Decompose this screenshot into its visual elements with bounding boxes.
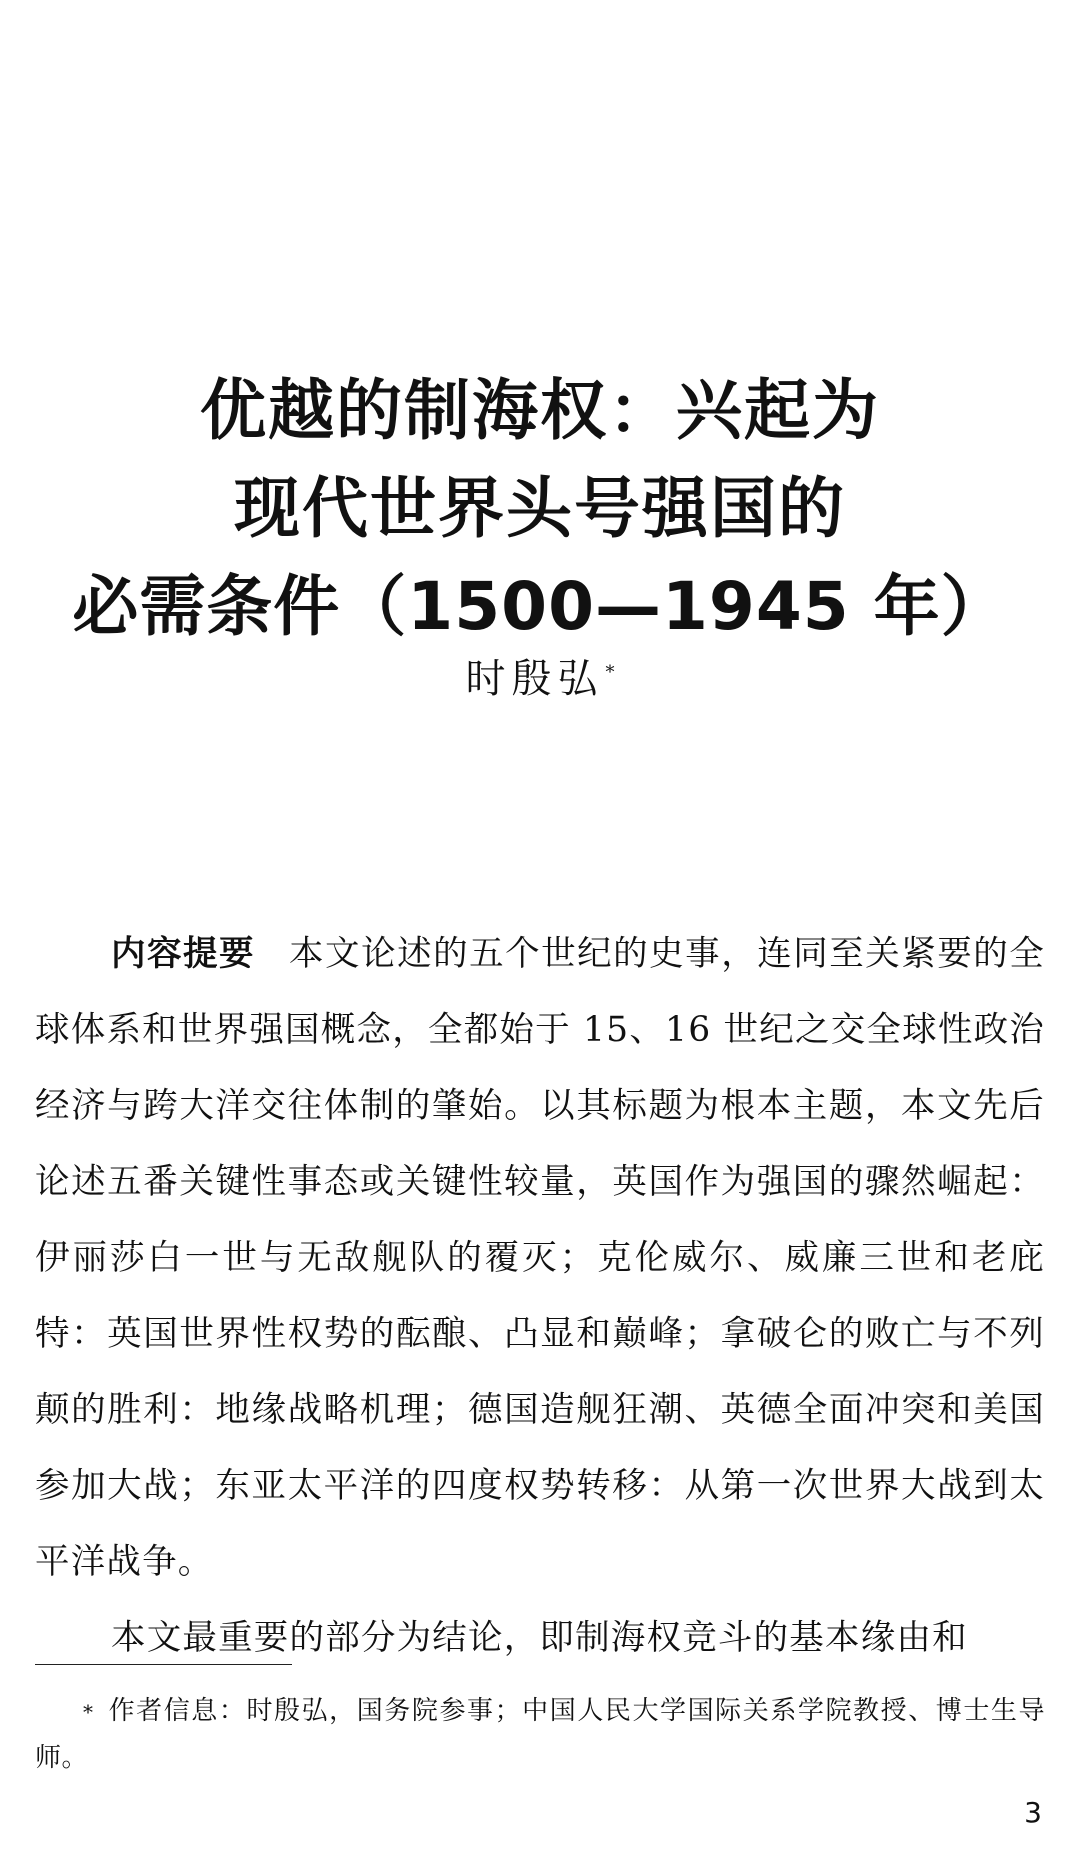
abstract-label: 内容提要 [111, 934, 256, 974]
article-title [0, 362, 1080, 656]
page-number: 3 [1024, 1796, 1042, 1829]
abstract-section [35, 916, 1045, 1676]
author-footnote-mark: * [605, 662, 615, 683]
footnote-mark: * [83, 1700, 94, 1724]
footnote-text: 作者信息：时殷弘，国务院参事；中国人民大学国际关系学院教授、博士生导师。 [35, 1696, 1045, 1773]
title-line-1: 优越的制海权：兴起为 [200, 372, 880, 450]
abstract-paragraph-2: 本文最重要的部分为结论，即制海权竞斗的基本缘由和 [111, 1618, 968, 1658]
article-author [0, 654, 1080, 704]
abstract-paragraph-1 [35, 916, 1045, 1600]
footnote [35, 1688, 1045, 1781]
abstract-text-1: 本文论述的五个世纪的史事，连同至关紧要的全球体系和世界强国概念，全都始于 15、16 世纪之交全球性政治经济与跨大洋交往体制的肇始。以其标题为根本主题，本文先后论述五番关键性事态或关键性较量，英国作为强国的骤然崛起：伊丽莎白一世与无敌舰队的覆灭；克伦威尔、威廉三世和老庇特：英国世界性权势的酝酿、凸显和巅峰；拿破仑的败亡与不列颠的胜利：地缘战略机理；德国造舰狂潮、英德全面冲突和美国参加大战；东亚太平洋的四度权势转移：从第一次世界大战到太平洋战争。 [35, 934, 1045, 1582]
footnote-divider [35, 1664, 292, 1665]
title-line-3: 必需条件（1500—1945 年） [72, 568, 1008, 646]
author-name: 时殷弘 [465, 656, 604, 702]
title-line-2: 现代世界头号强国的 [234, 470, 846, 548]
